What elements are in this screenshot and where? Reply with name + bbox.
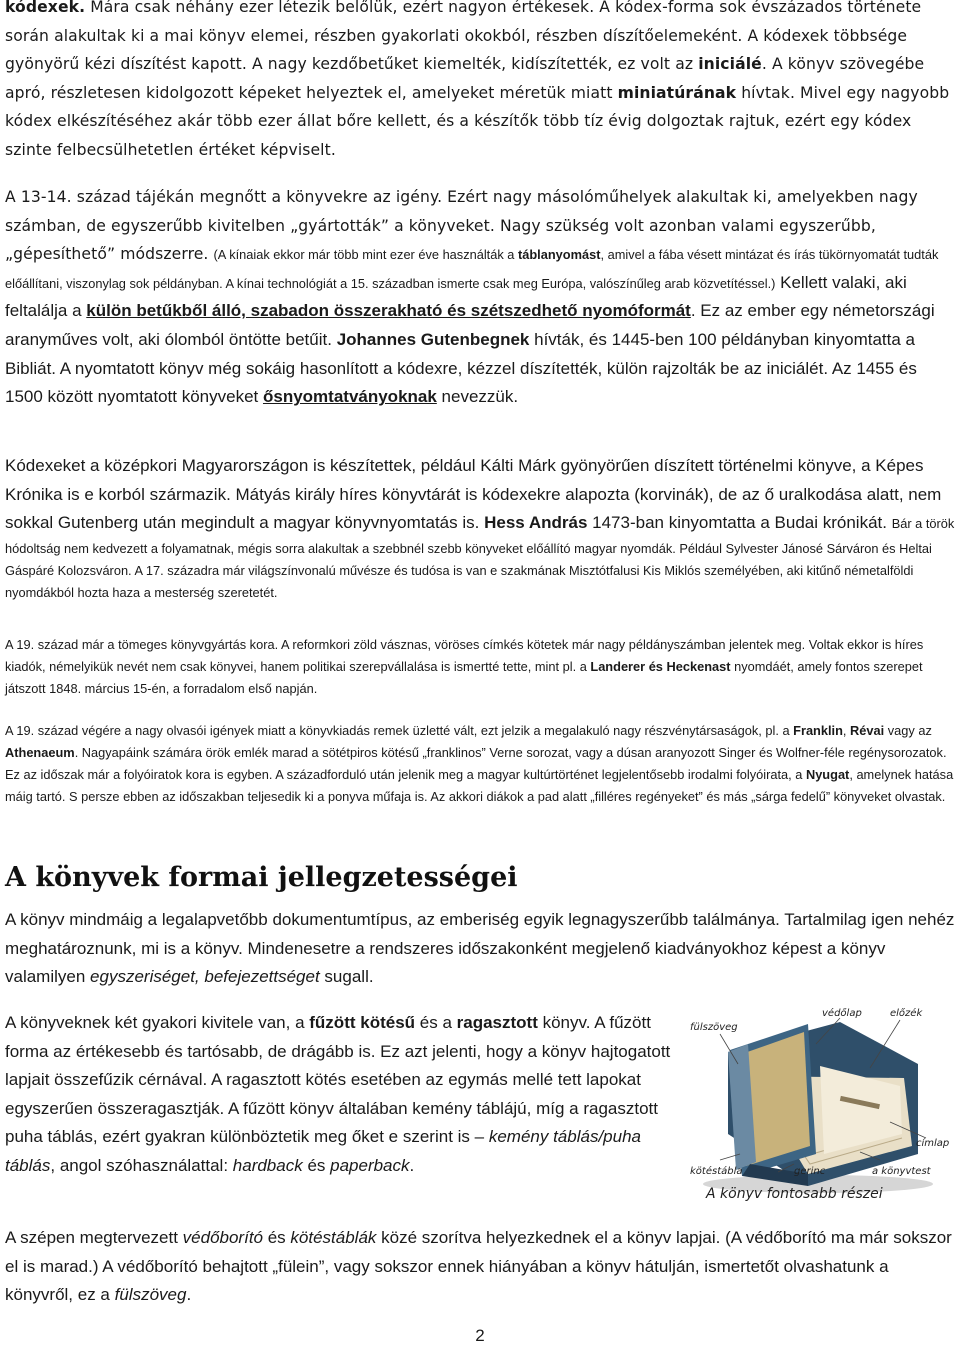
bold-underlined-text: külön betűkből álló, szabadon összerakható és szétszedhető nyomóformát [86,301,691,321]
text-run: Kódexeket a középkori Magyarországon is készítettek, például Kálti Márk gyönyörűen díszített történelmi könyve, a Képes Krónika is e korból származik. Mátyás király híres könyvtárát is kódexekre alapozta (korvinák), de az ő uralkodása alatt, nem sokkal Gutenberg után megindult a magyar könyvnyomtatás is. [5,456,942,533]
book-parts-illustration [690,1004,954,1204]
label-fulszoveg: fülszöveg [690,1022,738,1033]
small-text-run: , amivel a fába vésett mintázat és írás tükörnyomatát tudták előállítani, viszonylag sok példányban. A kínai technológiát a 15. században ismerte csak meg Európa, valószínűleg arab közvetítéssel.) [5,247,939,291]
text-run: A szépen megtervezett [5,1228,183,1247]
paragraph-hungarian-codices [5,452,957,604]
text-run: . Nagyapáink számára örök emlék marad a sötétpiros kötésű „franklinos” Verne sorozat, vagy a dúsan aranyozott Singer és Wolfner-féle regénysorozatok. Ez az időszak már a folyóiratok kora is egyben. A századforduló után jelenik meg a magyar kultúrtörténet legjelentősebb irodalmi folyóirata, a [5,745,947,782]
label-konyvtest: a könyvtest [872,1166,931,1177]
text-run: hívták, és 1445-ben 100 példányban kinyomtatta a Bibliát. A nyomtatott könyv még sokáig hasonlított a kódexre, kézzel díszítették, külön rajzolták be az iniciálét. Az 1455 és 1500 között nyomtatott könyveket [5,329,917,407]
bold-text: Hess András [484,513,588,533]
text-run: és [263,1228,291,1247]
section-heading: A könyvek formai jellegzetességei [5,862,518,893]
text-run: , [842,723,851,738]
text-run: A 13-14. század tájékán megnőtt a könyvekre az igény. Ezért nagy másolóműhelyek alakultak ki, amelyekben nagy számban, de egyszerűbb kivitelben „gyártották” a könyveket. Nagy szükség volt azonban valami egyszerűbb, „gépesíthető” módszerre. [5,188,918,264]
label-vedolap: védőlap [822,1008,862,1019]
bold-text: iniciálé [698,55,762,74]
text-run: . Ez az ember egy németországi aranyműves volt, aki ólomból öntötte betűit. [5,301,935,349]
text-run: . A könyv szövegébe apró, részletesen kidolgozott képeket helyeztek el, amelyeket méretük miatt [5,55,925,102]
bold-text: Révai [850,723,885,738]
bold-text: miniatúrának [617,83,737,102]
bold-text: táblanyomást [517,247,601,263]
text-run: könyv. A fűzött forma az értékesebb és tartósabb, de drágább is. Ez azt jelenti, hogy a könyv hajtogatott lapjait összefűzik cérnával. A ragasztott kötés esetében az egymás mellé tett lapokat egyszerűen összeragasztják. A fűzött könyv általában kemény táblájú, míg a ragasztott puha táblás, ezért gyakran különböztetik meg őket e szerint is – [5,1013,671,1147]
italic-text: kemény táblás/puha táblás [5,1127,641,1175]
paragraph-publishers [5,720,957,808]
text-run: vagy az [884,723,932,738]
text-run: A 19. század már a tömeges könyvgyártás kora. A reformkori zöld vásznas, vöröses címkés kötetek már nagy példányszámban jelentek meg. Voltak ekkor is híres kiadók, némelyikük nevét nem csak könyvei, hanem politikai szerepvállalása is ismertté tette, mint pl. a [5,637,924,674]
bold-text: ragasztott [456,1013,538,1032]
italic-text: hardback [232,1155,303,1175]
text-run: közé szorítva helyezkednek el a könyv lapjai. (A védőborító ma már sokszor el is marad.) A védőborító behajtott „fülein”, vagy sokszor ennek hiányában a könyv hátulján, ismertetőt olvashatunk a könyvről, ez a [5,1228,952,1305]
label-gerinc: gerinc [794,1166,826,1177]
italic-text: paperback [330,1155,410,1175]
text-run: sugall. [319,967,374,987]
paragraph-19th-century [5,634,957,700]
bold-text: Franklin [793,723,843,738]
figure-caption: A könyv fontosabb részei [706,1186,883,1202]
text-run: hívtak. Mivel egy nagyobb kódex elkészítéséhez akár több ezer állat bőre kellett, és a készítők több tíz évig dolgoztak rajtuk, ezért egy kódex szinte felbecsülhetetlen értéket képviselt. [5,83,950,159]
bold-text: Landerer és Heckenast [590,659,731,674]
italic-text: fülszöveg [114,1285,187,1305]
text-run: Kellett valaki, aki feltalálja a [5,272,907,321]
text-run: A 19. század végére a nagy olvasói igények miatt a könyvkiadás remek üzletté vált, ezt jelzik a megalakuló nagy részvénytársaságok, pl. a [5,723,794,738]
text-run: , amelynek hatása máig tartó. S persze ebben az időszakban teljesedik ki a ponyva műfaja is. Az akkori diákok a pad alatt „filléres regényeket” és más „sárga fedelű” könyveket olvastak. [5,767,954,804]
text-run: nyomdáét, amely fontos szerepet játszott 1848. március 15-én, a forradalom első napján. [5,659,923,696]
page-number: 2 [475,1326,485,1345]
paragraph-book-definition [5,906,957,992]
text-run: nevezzük. [436,387,519,407]
text-run: A könyv mindmáig a legalapvetőbb dokumentumtípus, az emberiség egyik legnagyszerűbb találmánya. Tartalmilag igen nehéz meghatároznunk, mi is a könyv. Mindenesetre a rendszeres időszakonként megjelenő kiadványokhoz képest a könyv valamilyen [5,910,955,987]
paragraph-dust-jacket [5,1224,957,1310]
book-diagram [690,1004,954,1204]
label-kotestabla: kötéstábla [690,1166,743,1177]
italic-text: egyszeriséget, befejezettséget [90,967,320,987]
text-run: és a [415,1013,457,1032]
paragraph-codex-history [5,0,957,165]
bold-underlined-text: ősnyomtatványoknak [262,387,437,407]
text-run: és [302,1155,331,1175]
text-run: Mára csak néhány ezer létezik belőlük, ezért nagyon értékesek. A kódex-forma sok évszázados története során alakultak ki a mai könyv elemei, részben gyakorlati okokból, részben díszítőelemeként. A kódexek többsége gyönyörű kézi díszítést kapott. A nagy kezdőbetűket kiemelték, kidíszítették, ez volt az [5,0,922,74]
text-run: , angol szóhasználattal: [50,1155,233,1175]
paragraph-binding-types [5,1009,673,1181]
bold-text: Athenaeum [5,745,75,760]
text-run: 1473-ban kinyomtatta a Budai krónikát. [587,513,892,533]
text-run: . [409,1155,415,1175]
label-cimlap: címlap [916,1138,950,1149]
text-run: . [186,1285,192,1305]
bold-text: kódexek. [5,0,86,16]
bold-text: Johannes Gutenbegnek [336,329,530,349]
bold-text: fűzött kötésű [309,1013,416,1032]
italic-text: védőborító [182,1228,263,1247]
small-text-run: Bár a török hódoltság nem kedvezett a folyamatnak, mégis sorra alakultak a szebbnél szebb könyveket előállító magyar nyomdák. Például Sylvester Jánosé Sárváron és Heltai Gáspáré Kolozsváron. A 17. századra már világszínvonalú művésze és tudósa is van e szakmának Misztótfalusi Kis Miklós személyében, aki kitűnő németalföldi nyomdákból hozta haza a mesterség szeretetét. [5,516,955,600]
bold-text: Nyugat [805,767,850,782]
label-elozek: előzék [890,1008,923,1019]
text-run: A könyveknek két gyakori kivitele van, a [5,1013,310,1032]
italic-text: kötéstáblák [290,1228,377,1247]
paragraph-printing-history [5,183,957,412]
small-text-run: (A kínaiak ekkor már több mint ezer éve használták a [213,247,518,263]
